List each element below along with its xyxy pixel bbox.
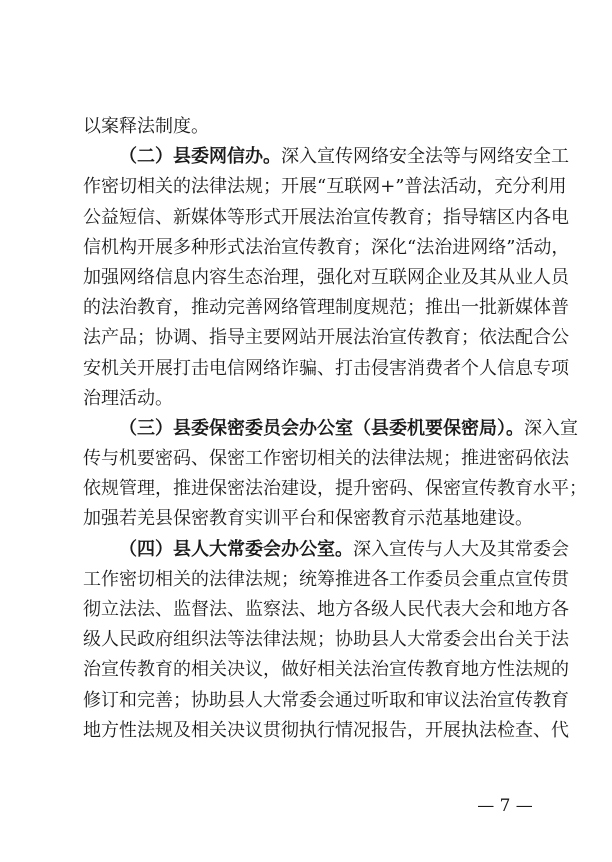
- section-4-first-line-text: 深入宣传与人大及其常委会: [353, 538, 569, 560]
- paragraph-line: 安机关开展打击电信网络诈骗、打击侵害消费者个人信息专项: [83, 357, 569, 379]
- paragraph-line: 级人民政府组织法等法律法规；协助县人大常委会出台关于法: [83, 629, 569, 651]
- paragraph-line: 加强网络信息内容生态治理，强化对互联网企业及其从业人员: [83, 266, 569, 288]
- paragraph-line: 地方性法规及相关决议贯彻执行情况报告，开展执法检查、代: [83, 719, 569, 741]
- paragraph-line: 修订和完善；协助县人大常委会通过听取和审议法治宣传教育: [83, 689, 569, 711]
- paragraph-line: 加强若羌县保密教育实训平台和保密教育示范基地建设。: [83, 508, 533, 530]
- paragraph-line: 传与机要密码、保密工作密切相关的法律法规；推进密码依法: [83, 448, 569, 470]
- paragraph-line: 的法治教育，推动完善网络管理制度规范；推出一批新媒体普: [83, 297, 569, 319]
- paragraph-line: 工作密切相关的法律法规；统筹推进各工作委员会重点宣传贯: [83, 568, 569, 590]
- paragraph-line: 法产品；协调、指导主要网站开展法治宣传教育；依法配合公: [83, 327, 569, 349]
- page-number: — 7 —: [477, 796, 533, 816]
- section-2-first-line: [83, 142, 569, 172]
- paragraph-line: 治理活动。: [83, 387, 173, 409]
- section-3-first-line: [83, 414, 578, 444]
- paragraph-line: 信机构开展多种形式法治宣传教育；深化“法治进网络”活动，: [83, 236, 570, 258]
- section-3-first-line-text: 深入宣: [524, 417, 578, 439]
- section-2-first-line-text: 深入宣传网络安全法等与网络安全工: [281, 146, 569, 168]
- paragraph-line: 以案释法制度。: [83, 116, 209, 137]
- body-text: [83, 112, 587, 746]
- paragraph-line: 治宣传教育的相关决议，做好相关法治宣传教育地方性法规的: [83, 659, 569, 681]
- paragraph-line: 彻立法法、监督法、监察法、地方各级人民代表大会和地方各: [83, 599, 569, 620]
- section-2-heading: （二）县委网信办。: [119, 146, 281, 168]
- paragraph-line: 作密切相关的法律法规；开展“互联网+”普法活动，充分利用: [83, 176, 567, 198]
- section-3-heading: （三）县委保密委员会办公室（县委机要保密局）。: [119, 417, 524, 439]
- section-4-first-line: [83, 535, 569, 565]
- paragraph-line: 公益短信、新媒体等形式开展法治宣传教育；指导辖区内各电: [83, 206, 569, 228]
- paragraph-line: 依规管理，推进保密法治建设，提升密码、保密宣传教育水平；: [83, 478, 587, 500]
- section-4-heading: （四）县人大常委会办公室。: [119, 538, 353, 560]
